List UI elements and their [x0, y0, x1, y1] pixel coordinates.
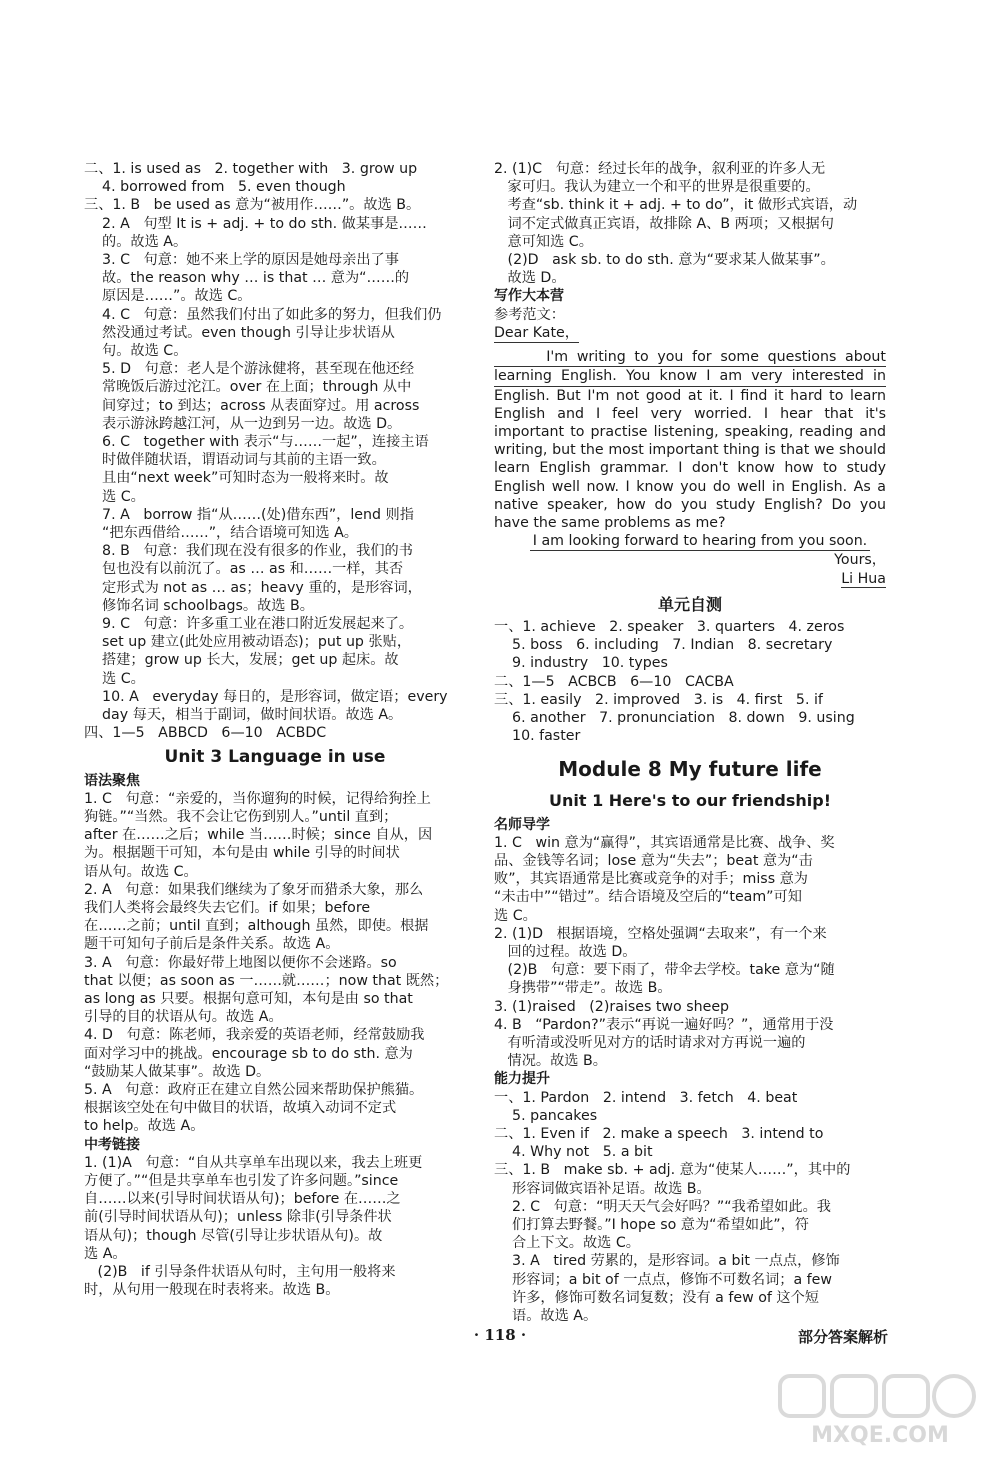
right-unit1-line: 二、1. Even if 2. make a speech 3. intend to	[494, 1125, 824, 1142]
self-test-line: 6. another 7. pronunciation 8. down 9. using	[494, 710, 855, 727]
right-unit1-line: 1. C win 意为“赢得”，其宾语通常是比赛、战争、奖	[494, 834, 835, 851]
left-grammar-line: 语法聚焦	[84, 772, 140, 789]
left-column	[84, 160, 466, 1299]
letter-body-line: learning English. You know I am very interested in	[494, 367, 886, 386]
left-answer-line: 5. D 句意：老人是个游泳健将，甚至现在他还经	[84, 361, 415, 378]
left-grammar-line: 狗链。”“当然。我不会让它伤到别人。”until 直到；	[84, 808, 398, 825]
left-answer-line: 4. borrowed from 5. even though	[84, 179, 346, 196]
right-unit1-line: 4. B “Pardon?”表示“再说一遍好吗？”，通常用于没	[494, 1016, 834, 1033]
letter-closing-line: I am looking forward to hearing from you soon.	[530, 532, 870, 551]
left-grammar-line: after 在……之后；while 当……时候；since 自从，因	[84, 827, 433, 844]
letter-body-line: writing, but the most important thing is that we should	[494, 442, 886, 459]
right-unit1-line: 选 C。	[494, 907, 537, 924]
right-column	[494, 160, 886, 1325]
left-grammar-line: 方便了。”“但是共享单车也引发了许多问题。”since	[84, 1172, 399, 1189]
left-grammar-line: (2)B if 引导条件状语从句时，主句用一般将来	[84, 1263, 396, 1280]
self-test-line: 10. faster	[494, 728, 581, 745]
left-answer-line: 的。故选 A。	[84, 233, 188, 250]
letter-body-line: native speaker, how do you study English? Do you	[494, 496, 886, 513]
left-grammar-line: as long as 只要。根据句意可知，本句是由 so that	[84, 990, 413, 1007]
right-unit1-line: 们打算去野餐。”I hope so 意为“希望如此”，符	[494, 1216, 809, 1233]
right-answer-line: 意可知选 C。	[494, 233, 593, 250]
left-answer-line: 修饰名词 schoolbags。故选 B。	[84, 597, 314, 614]
left-answer-line: 2. A 句型 It is + adj. + to do sth. 做某事是……	[84, 215, 427, 232]
left-grammar-line: 时，从句用一般现在时表将来。故选 B。	[84, 1282, 340, 1299]
left-answer-line: 8. B 句意：我们现在没有很多的作业，我们的书	[84, 543, 413, 560]
left-answer-line: 时做伴随状语，谓语动词与其前的主语一致。	[84, 452, 386, 469]
letter-body-line: learn English grammar. I don't know how to study	[494, 460, 886, 477]
left-answer-line: 4. C 句意：虽然我们付出了如此多的努力，但我们仍	[84, 306, 442, 323]
left-grammar-line: 为。根据题干可知，本句是由 while 引导的时间状	[84, 845, 400, 862]
left-answer-line: “把东西借给……”，结合语境可知选 A。	[84, 525, 358, 542]
left-answer-line: 故。the reason why … is that … 意为“……的	[84, 270, 410, 287]
self-test-line: 三、1. easily 2. improved 3. is 4. first 5. if	[494, 691, 823, 708]
letter-body-line: important to practise listening, speaking, reading and	[494, 424, 886, 441]
left-answer-line: 定形式为 not as … as；heavy 重的，是形容词，	[84, 579, 422, 596]
self-test-line: 二、1—5 ACBCB 6—10 CACBA	[494, 673, 734, 690]
letter-signature	[494, 570, 886, 588]
right-answers-block	[494, 160, 886, 287]
left-answer-line: 然没通过考试。even though 引导让步状语从	[84, 324, 395, 341]
left-grammar-line: 1. C 句意：“亲爱的，当你遛狗的时候，记得给狗拴上	[84, 790, 431, 807]
self-test-title: 单元自测	[657, 594, 722, 614]
left-answer-line: 3. C 句意：她不来上学的原因是她母亲出了事	[84, 252, 399, 269]
letter-body-line: English and I feel very worried. I hear that it's	[494, 405, 886, 422]
right-unit1-line: 许多，修饰可数名词复数；没有 a few of 这个短	[494, 1289, 819, 1306]
right-unit1-line: 2. C 句意：“明天天气会好吗？”“我希望如此。我	[494, 1198, 831, 1215]
right-unit1-line: 5. pancakes	[494, 1107, 598, 1124]
letter-greeting: Dear Kate，	[494, 324, 579, 343]
letter-body-line: English well now. I know you do well in English. As a	[494, 478, 886, 495]
left-grammar-line: 中考链接	[84, 1136, 140, 1153]
right-unit1-line: 4. Why not 5. a bit	[494, 1144, 653, 1161]
left-answer-line: 9. C 句意：许多重工业在港口附近发展起来了。	[84, 616, 414, 633]
left-answer-line: 6. C together with 表示“与……一起”，连接主语	[84, 434, 429, 451]
right-answer-line: 家可归。我认为建立一个和平的世界是很重要的。	[494, 179, 820, 196]
right-unit1-line: 3. (1)raised (2)raises two sheep	[494, 998, 730, 1015]
left-grammar-line: 3. A 句意：你最好带上地图以便你不会迷路。so	[84, 954, 397, 971]
right-unit1-line: 败”，其宾语通常是比赛或竞争的对手；miss 意为	[494, 871, 808, 888]
right-answer-line: 考查“sb. think it + adj. + to do”，it 做形式宾语，动	[494, 197, 858, 214]
right-answer-line: 词不定式做真正宾语，故排除 A、B 两项；又根据句	[494, 215, 834, 232]
right-unit1-line: 合上下文。故选 C。	[494, 1235, 640, 1252]
letter-body	[494, 348, 886, 532]
left-grammar-block	[84, 772, 466, 1300]
right-unit1-line: (2)B 句意：要下雨了，带伞去学校。take 意为“随	[494, 962, 835, 979]
left-grammar-line: 1. (1)A 句意：“自从共享单车出现以来，我去上班更	[84, 1154, 423, 1171]
left-grammar-line: 选 A。	[84, 1245, 127, 1262]
left-answer-line: 包也没有以前沉了。as … as 和……一样，其否	[84, 561, 404, 578]
left-grammar-line: 根据该空处在句中做目的状语，故填入动词不定式	[84, 1100, 397, 1117]
right-unit1-line: 身携带”“带走”。故选 B。	[494, 980, 672, 997]
writing-heading: 写作大本营	[494, 288, 564, 305]
left-grammar-line: 面对学习中的挑战。encourage sb to do sth. 意为	[84, 1045, 413, 1062]
left-answer-line: 表示游泳跨越江河，从一边到另一边。故选 D。	[84, 415, 402, 432]
page-number: · 118 ·	[473, 1326, 527, 1344]
sample-label: 参考范文：	[494, 306, 565, 323]
left-grammar-line: 5. A 句意：政府正在建立自然公园来帮助保护熊猫。	[84, 1081, 424, 1098]
left-answer-line: 选 C。	[84, 670, 145, 687]
left-answer-line: 四、1—5 ABBCD 6—10 ACBDC	[84, 725, 327, 742]
right-unit1-line: 品、金钱等名词；lose 意为“失去”；beat 意为“击	[494, 852, 813, 869]
letter-body-line: English. But I'm not good at it. I find it hard to learn	[494, 387, 886, 404]
left-answer-line: 间穿过；to 到达；across 从表面穿过。用 across	[84, 397, 420, 414]
left-grammar-line: 4. D 句意：陈老师，我亲爱的英语老师，经常鼓励我	[84, 1027, 425, 1044]
right-unit1-line: 名师导学	[494, 816, 550, 833]
right-unit1-line: 三、1. B make sb. + adj. 意为“使某人……”，其中的	[494, 1162, 851, 1179]
sample-letter	[494, 324, 886, 588]
right-unit1-block	[494, 816, 886, 1326]
left-grammar-line: to help。故选 A。	[84, 1118, 205, 1135]
left-answer-line: 选 C。	[84, 488, 145, 505]
left-answer-line: 且由“next week”可知时态为一般将来时。故	[84, 470, 389, 487]
left-answer-line: 原因是……”。故选 C。	[84, 288, 252, 305]
right-unit1-line: 形容词；a bit of 一点点，修饰不可数名词；a few	[494, 1271, 832, 1288]
right-unit1-line: 2. (1)D 根据语境，空格处强调“去取来”，有一个来	[494, 925, 827, 942]
left-answer-line: 搭建；grow up 长大，发展；get up 起床。故	[84, 652, 399, 669]
right-unit1-line: 语。故选 A。	[494, 1307, 598, 1324]
right-unit1-line: “未击中”“错过”。结合语境及空后的“team”可知	[494, 889, 802, 906]
footer-label: 部分答案解析	[797, 1328, 888, 1346]
right-unit1-line: 有听清或没听见对方的话时请求对方再说一遍的	[494, 1034, 806, 1051]
left-grammar-line: 2. A 句意：如果我们继续为了象牙而猎杀大象，那么	[84, 881, 424, 898]
letter-body-line: have the same problems as me?	[494, 515, 726, 532]
left-answer-line: 10. A everyday 每日的，是形容词，做定语；every	[84, 688, 448, 705]
unit1-title: Unit 1 Here's to our friendship!	[549, 790, 831, 810]
right-unit1-line: 回的过程。故选 D。	[494, 943, 637, 960]
right-answer-line: 故选 D。	[494, 270, 566, 287]
left-answers-block	[84, 160, 466, 743]
watermark-logo	[770, 1370, 990, 1450]
left-answer-line: set up 建立(此处应用被动语态)；put up 张贴，	[84, 634, 412, 651]
watermark-text: MXQE.COM	[811, 1423, 949, 1448]
unit3-title: Unit 3 Language in use	[164, 746, 386, 767]
right-unit1-line: 能力提升	[494, 1071, 550, 1088]
left-answer-line: 常晚饭后游过沱江。over 在上面；through 从中	[84, 379, 412, 396]
left-grammar-line: “鼓励某人做某事”。故选 D。	[84, 1063, 271, 1080]
left-grammar-line: 在……之前；until 直到；although 虽然，即使。根据	[84, 918, 429, 935]
left-grammar-line: 语从句)；though 尽管(引导让步状语从句)。故	[84, 1227, 383, 1244]
right-unit1-line: 3. A tired 劳累的，是形容词。a bit 一点点，修饰	[494, 1253, 840, 1270]
right-unit1-line: 情况。故选 B。	[494, 1053, 607, 1070]
right-answer-line: (2)D ask sb. to do sth. 意为“要求某人做某事”。	[494, 252, 835, 269]
left-answer-line: 句。故选 C。	[84, 343, 188, 360]
module-title: Module 8 My future life	[558, 756, 822, 781]
left-grammar-line: 前(引导时间状语从句)；unless 除非(引导条件状	[84, 1209, 392, 1226]
letter-closing: Yours，	[834, 552, 886, 569]
self-test-line: 一、1. achieve 2. speaker 3. quarters 4. zeros	[494, 619, 845, 636]
self-test-line: 5. boss 6. including 7. Indian 8. secretary	[494, 637, 833, 654]
left-grammar-line: 自……以来(引导时间状语从句)；before 在……之	[84, 1191, 401, 1208]
self-test-line: 9. industry 10. types	[494, 655, 668, 672]
left-grammar-line: 题干可知句子前后是条件关系。故选 A。	[84, 936, 340, 953]
letter-signature-text: Li Hua	[841, 570, 886, 587]
left-grammar-line: 我们人类将会最终失去它们。if 如果；before	[84, 899, 371, 916]
right-answer-line: 2. (1)C 句意：经过长年的战争，叙利亚的许多人无	[494, 161, 826, 177]
left-grammar-line: 语从句。故选 C。	[84, 863, 198, 880]
right-unit1-line: 形容词做宾语补足语。故选 B。	[494, 1180, 711, 1197]
left-answer-line: 三、1. B be used as 意为“被用作……”。故选 B。	[84, 197, 421, 214]
letter-body-line: I'm writing to you for some questions about	[494, 348, 886, 367]
left-grammar-line: that 以便；as soon as 一……就……；now that 既然；	[84, 972, 449, 989]
self-test-block	[494, 618, 886, 745]
left-grammar-line: 引导的目的状语从句。故选 A。	[84, 1009, 283, 1026]
right-unit1-line: 一、1. Pardon 2. intend 3. fetch 4. beat	[494, 1089, 798, 1106]
left-answer-line: 7. A borrow 指“从……(处)借东西”，lend 则指	[84, 506, 414, 523]
left-answer-line: day 每天，相当于副词，做时间状语。故选 A。	[84, 707, 403, 724]
left-answer-line: 二、1. is used as 2. together with 3. grow up	[84, 161, 418, 177]
